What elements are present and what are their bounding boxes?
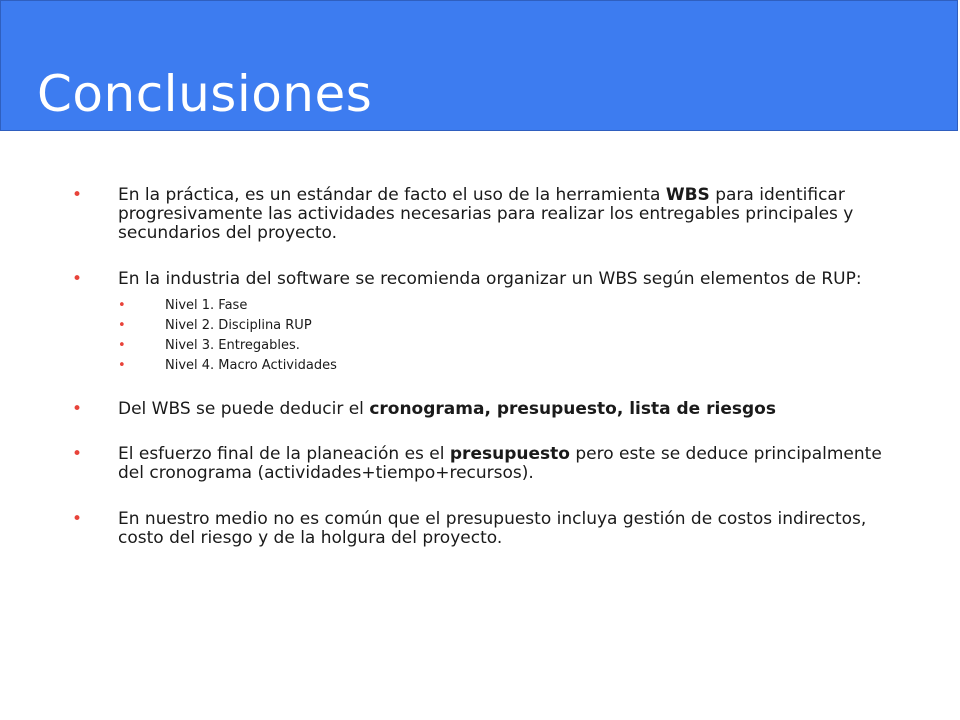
bullet-text: En nuestro medio no es común que el presupuesto incluya gestión de costos indirectos, costo del riesgo y de la holgura del proyecto. xyxy=(118,509,867,548)
bullet-text: Del WBS se puede deducir el xyxy=(118,399,370,419)
bullet-3 xyxy=(72,400,912,419)
bullet-bold-text: presupuesto xyxy=(449,444,570,464)
sub-bullet-text: Nivel 3. Entregables. xyxy=(165,338,300,353)
bullet-text: El esfuerzo final de la planeación es el xyxy=(118,444,450,464)
bullet-bold-text: WBS xyxy=(665,185,710,205)
sub-bullet-dot-icon: • xyxy=(118,338,126,353)
bullet-5 xyxy=(72,510,912,548)
bullet-bold-text: cronograma, presupuesto, lista de riesgos xyxy=(369,399,776,419)
sub-bullet-dot-icon: • xyxy=(118,358,126,373)
bullet-dot-icon: • xyxy=(72,185,83,205)
bullet-text: En la industria del software se recomienda organizar un WBS según elementos de RUP: xyxy=(118,269,862,289)
sub-bullet-dot-icon: • xyxy=(118,298,126,313)
bullet-text: pero este se deduce principalmente del cronograma (actividades+tiempo+recursos). xyxy=(118,444,882,483)
sub-bullet-text: Nivel 2. Disciplina RUP xyxy=(165,318,312,333)
sub-bullet xyxy=(118,358,912,373)
bullet-1 xyxy=(72,186,912,243)
bullet-dot-icon: • xyxy=(72,269,83,289)
bullet-2 xyxy=(72,270,912,373)
bullet-text: para identificar progresivamente las actividades necesarias para realizar los entregables principales y secundarios del proyecto. xyxy=(118,185,854,243)
bullet-text: En la práctica, es un estándar de facto el uso de la herramienta xyxy=(118,185,666,205)
slide-body xyxy=(72,186,912,575)
slide-title: Conclusiones xyxy=(37,65,373,123)
bullet-dot-icon: • xyxy=(72,509,83,529)
bullet-dot-icon: • xyxy=(72,444,83,464)
sub-bullet-text: Nivel 1. Fase xyxy=(165,298,248,313)
sub-bullet-text: Nivel 4. Macro Actividades xyxy=(165,358,337,373)
sub-bullet xyxy=(118,298,912,313)
sub-bullet xyxy=(118,318,912,333)
bullet-dot-icon: • xyxy=(72,399,83,419)
bullet-4 xyxy=(72,445,912,483)
sub-bullet-dot-icon: • xyxy=(118,318,126,333)
title-banner xyxy=(0,0,958,131)
sub-bullet xyxy=(118,338,912,353)
sub-bullet-list xyxy=(118,298,912,373)
